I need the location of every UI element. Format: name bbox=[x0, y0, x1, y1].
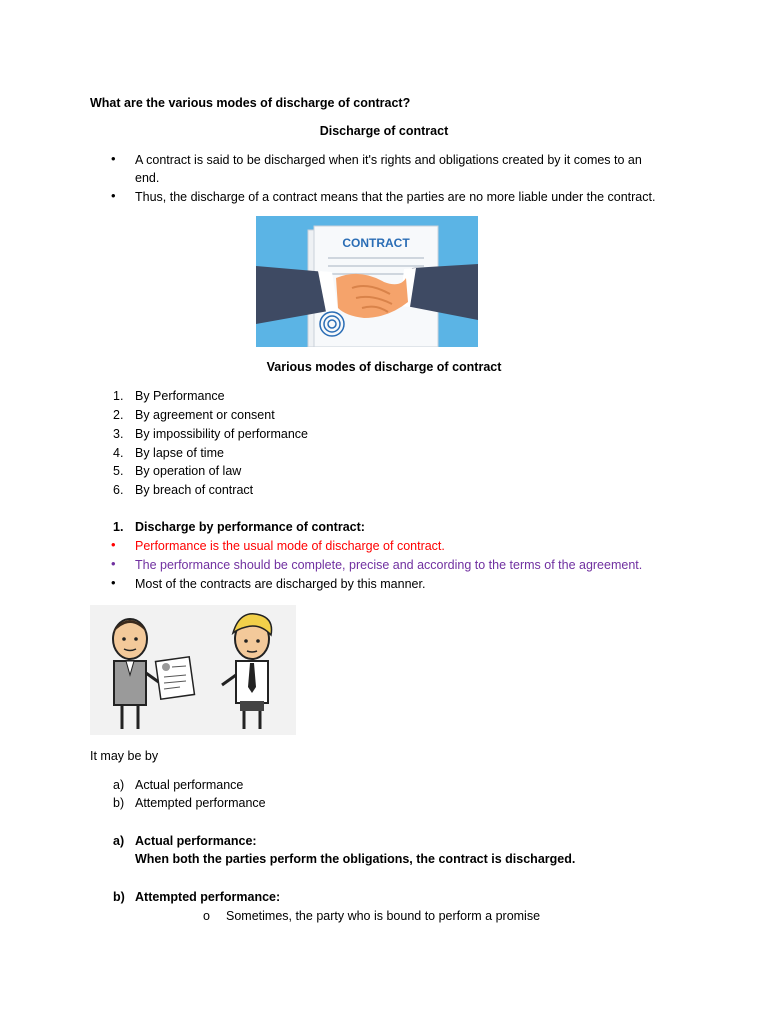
list-number: 2. bbox=[113, 408, 124, 422]
mode-item: By lapse of time bbox=[135, 446, 224, 460]
section1-bullet-black: Most of the contracts are discharged by this manner. bbox=[135, 577, 426, 591]
list-number: 4. bbox=[113, 446, 124, 460]
bullet-marker: • bbox=[111, 151, 116, 166]
question-heading: What are the various modes of discharge of contract? bbox=[90, 96, 411, 110]
contract-label: CONTRACT bbox=[342, 236, 410, 250]
intro-bullet-1-line2: end. bbox=[135, 171, 160, 185]
section-heading: Discharge of contract bbox=[319, 124, 449, 138]
bullet-marker: • bbox=[111, 537, 116, 552]
actual-title: Actual performance: bbox=[135, 834, 257, 848]
actual-body: When both the parties perform the obligations, the contract is discharged. bbox=[135, 852, 576, 866]
attempted-sub-text: Sometimes, the party who is bound to perform a promise bbox=[226, 909, 541, 923]
bullet-marker: • bbox=[111, 556, 116, 571]
mode-item: By impossibility of performance bbox=[135, 427, 308, 441]
mode-item: By agreement or consent bbox=[135, 408, 275, 422]
list-number: 5. bbox=[113, 464, 124, 478]
section1-bullet-red: Performance is the usual mode of discharge of contract. bbox=[135, 539, 445, 553]
list-number: 1. bbox=[113, 389, 124, 403]
list-letter: a) bbox=[113, 778, 125, 792]
may-be-by-text: It may be by bbox=[90, 749, 159, 763]
intro-bullet-1-line1: A contract is said to be discharged when it's rights and obligations created by it comes to an bbox=[135, 153, 642, 167]
attempted-title: Attempted performance: bbox=[135, 890, 281, 904]
attempted-letter: b) bbox=[113, 890, 125, 904]
list-number: 3. bbox=[113, 427, 124, 441]
list-number: 6. bbox=[113, 483, 124, 497]
section1-number: 1. bbox=[113, 520, 124, 534]
mode-item: By Performance bbox=[135, 389, 225, 403]
mode-item: By breach of contract bbox=[135, 483, 254, 497]
sub-bullet-marker: o bbox=[203, 909, 210, 923]
modes-heading: Various modes of discharge of contract bbox=[266, 360, 502, 374]
contract-handshake-image bbox=[256, 216, 478, 347]
intro-bullet-2: Thus, the discharge of a contract means that the parties are no more liable under the contract. bbox=[135, 190, 656, 204]
type-item: Actual performance bbox=[135, 778, 244, 792]
bullet-marker: • bbox=[111, 188, 116, 203]
cartoon-people-image bbox=[90, 605, 296, 735]
mode-item: By operation of law bbox=[135, 464, 242, 478]
actual-letter: a) bbox=[113, 834, 125, 848]
section1-title: Discharge by performance of contract: bbox=[135, 520, 365, 534]
bullet-marker: • bbox=[111, 575, 116, 590]
type-item: Attempted performance bbox=[135, 796, 266, 810]
section1-bullet-purple: The performance should be complete, precise and according to the terms of the agreement. bbox=[135, 558, 643, 572]
list-letter: b) bbox=[113, 796, 125, 810]
